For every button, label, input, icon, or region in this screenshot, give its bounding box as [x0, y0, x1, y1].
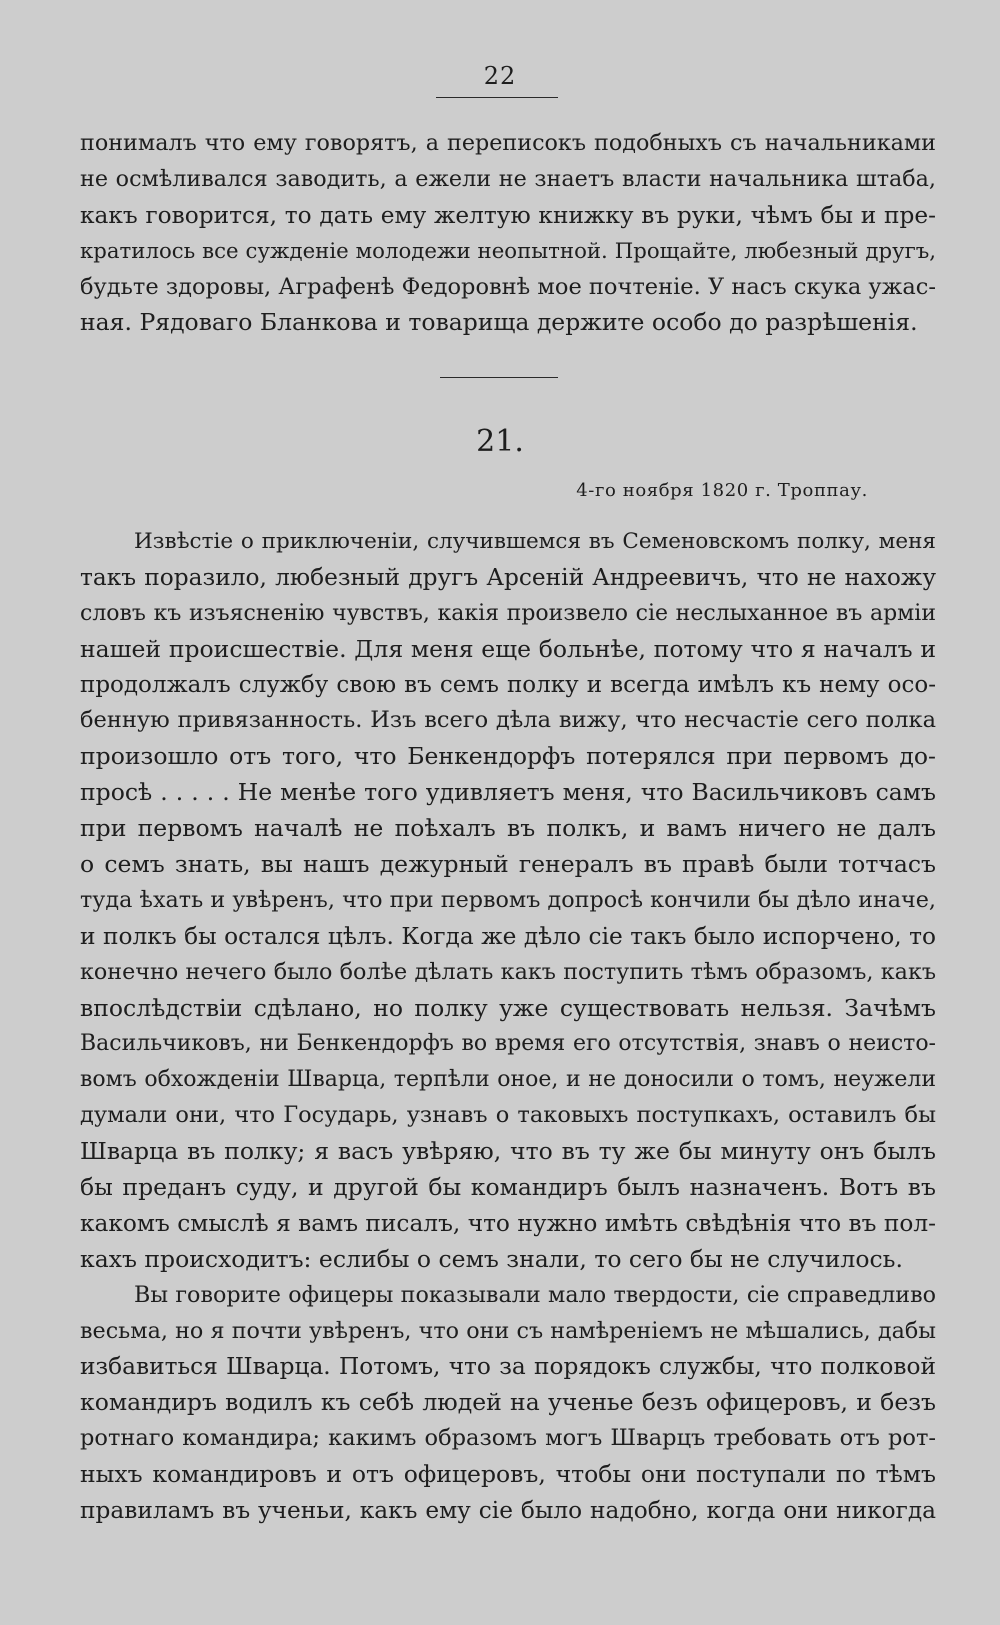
text-line: правиламъ въ ученьи, какъ ему сіе было надобно, когда они никогда	[80, 1497, 936, 1525]
text-line: словъ къ изъясненію чувствъ, какія произвело сіе неслыханное въ арміи	[80, 600, 936, 626]
text-line: Васильчиковъ, ни Бенкендорфъ во время его отсутствія, знавъ о неисто-	[80, 1031, 936, 1057]
text-line: вомъ обхожденіи Шварца, терпѣли оное, и не доносили о томъ, неужели	[80, 1067, 936, 1093]
text-line: Извѣстіе о приключеніи, случившемся въ Семеновскомъ полку, меня	[134, 529, 936, 554]
text-line: весьма, но я почти увѣренъ, что они съ намѣреніемъ не мѣшались, дабы	[80, 1317, 936, 1344]
text-line: понималъ что ему говорятъ, а переписокъ подобныхъ съ начальниками	[80, 130, 936, 156]
letter-number: 21.	[476, 424, 524, 459]
text-line: нашей происшествіе. Для меня еще больнѣе, потому что я началъ и	[80, 634, 936, 663]
text-line: о семъ знать, вы нашъ дежурный генералъ въ правѣ были тотчасъ	[80, 850, 936, 879]
text-line: произошло отъ того, что Бенкендорфъ потерялся при первомъ до-	[80, 742, 936, 771]
text-line: туда ѣхать и увѣренъ, что при первомъ допросѣ кончили бы дѣло иначе,	[80, 886, 936, 913]
letter-dateline: 4-го ноября 1820 г. Троппау.	[576, 480, 868, 501]
text-line: кратилось все сужденіе молодежи неопытной. Прощайте, любезный другъ,	[80, 238, 936, 264]
text-line: не осмѣливался заводить, а ежели не знаетъ власти начальника штаба,	[80, 165, 936, 192]
text-line: просѣ . . . . . Не менѣе того удивляетъ меня, что Васильчиковъ самъ	[80, 778, 936, 807]
text-line: кахъ происходитъ: еслибы о семъ знали, то сего бы не случилось.	[80, 1244, 903, 1273]
text-line: конечно нечего было болѣе дѣлать какъ поступить тѣмъ образомъ, какъ	[80, 958, 936, 985]
text-line: какъ говорится, то дать ему желтую книжку въ руки, чѣмъ бы и пре-	[80, 201, 936, 229]
text-line: Вы говорите офицеры показывали мало твердости, сіе справедливо	[134, 1281, 936, 1308]
top-paragraph	[80, 126, 936, 341]
text-line: командиръ водилъ къ себѣ людей на ученье безъ офицеровъ, и безъ	[80, 1388, 936, 1417]
text-line: и полкъ бы остался цѣлъ. Когда же дѣло сіе такъ было испорчено, то	[80, 922, 936, 950]
section-divider	[440, 377, 558, 378]
text-line: продолжалъ службу свою въ семъ полку и всегда имѣлъ къ нему осо-	[80, 671, 936, 698]
text-line: бенную привязанность. Изъ всего дѣла вижу, что несчастіе сего полка	[80, 707, 936, 734]
page-number: 22	[483, 62, 517, 90]
text-line: избавиться Шварца. Потомъ, что за порядокъ службы, что полковой	[80, 1353, 936, 1381]
text-line: Шварца въ полку; я васъ увѣряю, что въ ту же бы минуту онъ былъ	[80, 1137, 936, 1166]
letter-body	[80, 524, 936, 1529]
header-rule	[436, 97, 558, 98]
text-line: думали они, что Государь, узнавъ о таковыхъ поступкахъ, оставилъ бы	[80, 1102, 936, 1129]
text-line: такъ поразило, любезный другъ Арсеній Андреевичъ, что не нахожу	[80, 563, 936, 591]
text-line: какомъ смыслѣ я вамъ писалъ, что нужно имѣть свѣдѣнія что въ пол-	[80, 1209, 936, 1237]
text-line: впослѣдствіи сдѣлано, но полку уже существовать нельзя. Зачѣмъ	[80, 993, 936, 1022]
text-line: ротнаго командира; какимъ образомъ могъ Шварцъ требовать отъ рот-	[80, 1425, 936, 1452]
text-line: ныхъ командировъ и отъ офицеровъ, чтобы они поступали по тѣмъ	[80, 1460, 936, 1489]
text-line: ная. Рядоваго Бланкова и товарища держите особо до разрѣшенія.	[80, 308, 918, 337]
text-line: будьте здоровы, Аграфенѣ Федоровнѣ мое почтеніе. У насъ скука ужас-	[80, 273, 936, 300]
text-line: бы преданъ суду, и другой бы командиръ былъ назначенъ. Вотъ въ	[80, 1173, 936, 1202]
text-line: при первомъ началѣ не поѣхалъ въ полкъ, и вамъ ничего не далъ	[80, 814, 936, 843]
